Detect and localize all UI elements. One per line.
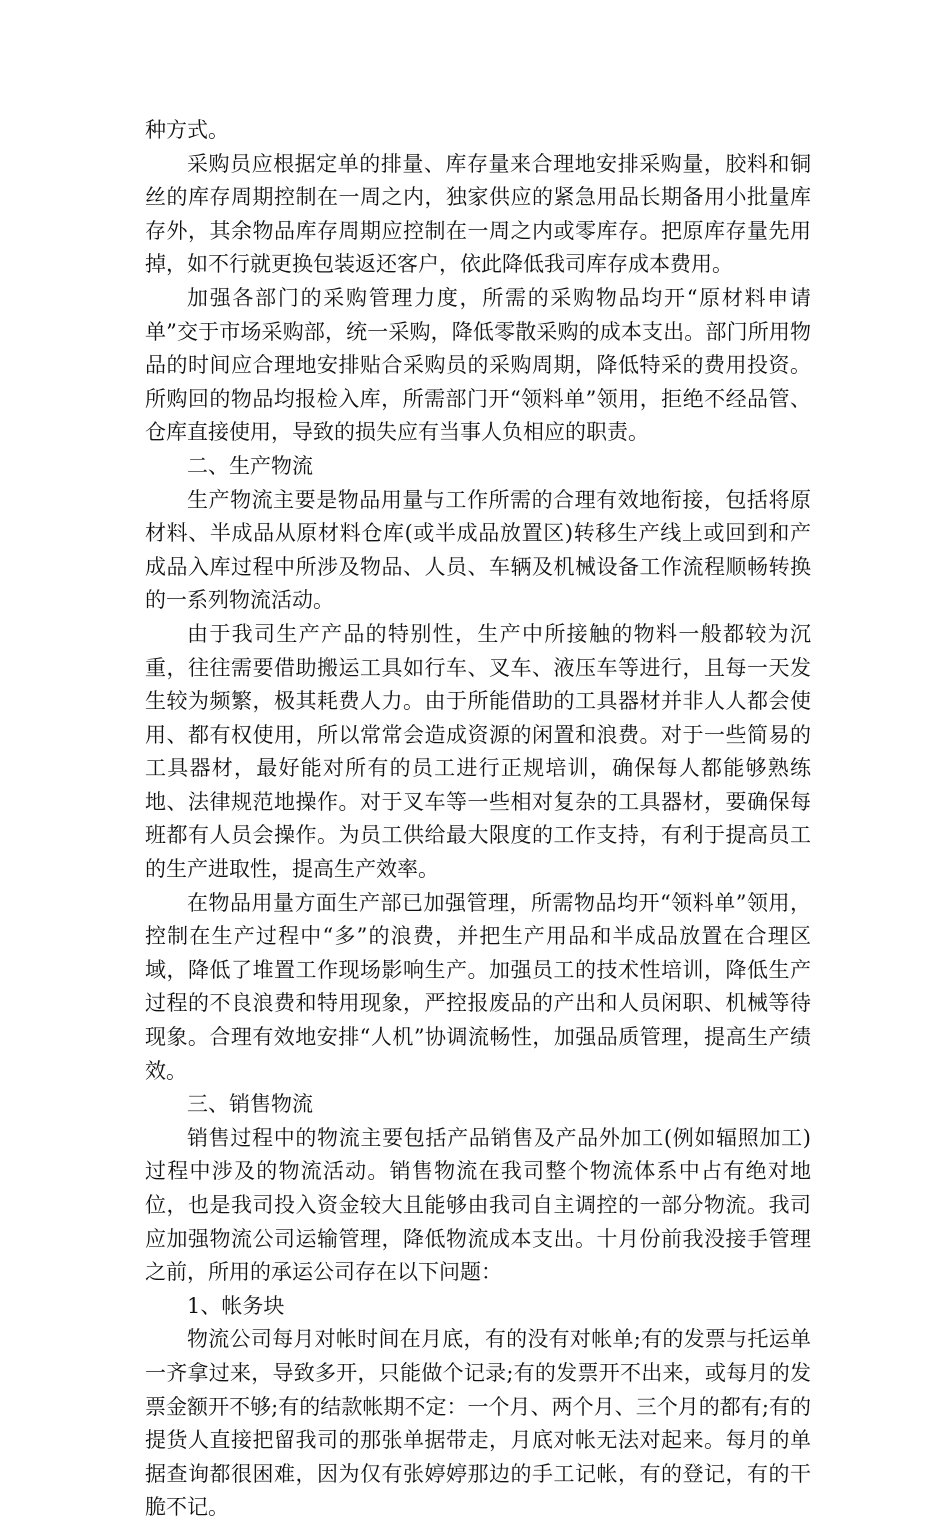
paragraph-purchasing-management: 加强各部门的采购管理力度，所需的采购物品均开“原材料申请单”交于市场采购部，统一采购，降低零散采购的成本支出。部门所用物品的时间应合理地安排贴合采购员的采购周期，降低特采的费用投资。所购回的物品均报检入库，所需部门开“领料单”领用，拒绝不经品管、仓库直接使用，导致的损失应有当事人负相应的职责。 bbox=[145, 285, 811, 445]
paragraph-continuation: 种方式。 bbox=[145, 118, 229, 142]
paragraph-production-definition: 生产物流主要是物品用量与工作所需的合理有效地衔接，包括将原材料、半成品从原材料仓库(或半成品放置区)转移生产线上或回到和产成品入库过程中所涉及物品、人员、车辆及机械设备工作流程顺畅转换的一系列物流活动。 bbox=[145, 487, 811, 613]
section-heading-sales-logistics: 三、销售物流 bbox=[187, 1092, 313, 1117]
section-heading-production-logistics: 二、生产物流 bbox=[187, 453, 313, 478]
paragraph-production-materials: 在物品用量方面生产部已加强管理，所需物品均开“领料单”领用，控制在生产过程中“多”的浪费，并把生产用品和半成品放置在合理区域，降低了堆置工作现场影响生产。加强员工的技术性培训，降低生产过程的不良浪费和特用现象，严控报废品的产出和人员闲职、机械等待现象。合理有效地安排“人机”协调流畅性，加强品质管理，提高生产绩效。 bbox=[145, 890, 811, 1083]
paragraph-production-tools: 由于我司生产产品的特别性，生产中所接触的物料一般都较为沉重，往往需要借助搬运工具如行车、叉车、液压车等进行，且每一天发生较为频繁，极其耗费人力。由于所能借助的工具器材并非人人都会使用、都有权使用，所以常常会造成资源的闲置和浪费。对于一些简易的工具器材，最好能对所有的员工进行正规培训，确保每人都能够熟练地、法律规范地操作。对于叉车等一些相对复杂的工具器材，要确保每班都有人员会操作。为员工供给最大限度的工作支持，有利于提高员工的生产进取性，提高生产效率。 bbox=[145, 621, 811, 882]
paragraph-purchasing-inventory: 采购员应根据定单的排量、库存量来合理地安排采购量，胶料和铜丝的库存周期控制在一周之内，独家供应的紧急用品长期备用小批量库存外，其余物品库存周期应控制在一周之内或零库存。把原库存量先用掉，如不行就更换包装返还客户，依此降低我司库存成本费用。 bbox=[145, 151, 811, 277]
subsection-heading-accounts: 1、帐务块 bbox=[187, 1293, 285, 1318]
paragraph-accounts: 物流公司每月对帐时间在月底，有的没有对帐单;有的发票与托运单一齐拿过来，导致多开，只能做个记录;有的发票开不出来，或每月的发票金额开不够;有的结款帐期不定：一个月、两个月、三个月的都有;有的提货人直接把留我司的那张单据带走，月底对帐无法对起来。每月的单据查询都很困难，因为仅有张婷婷那边的手工记帐，有的登记，有的干脆不记。 bbox=[145, 1327, 811, 1520]
document-page bbox=[145, 114, 811, 1525]
paragraph-sales-logistics: 销售过程中的物流主要包括产品销售及产品外加工(例如辐照加工)过程中涉及的物流活动。销售物流在我司整个物流体系中占有绝对地位，也是我司投入资金较大且能够由我司自主调控的一部分物流。我司应加强物流公司运输管理，降低物流成本支出。十月份前我没接手管理之前，所用的承运公司存在以下问题： bbox=[145, 1125, 811, 1285]
